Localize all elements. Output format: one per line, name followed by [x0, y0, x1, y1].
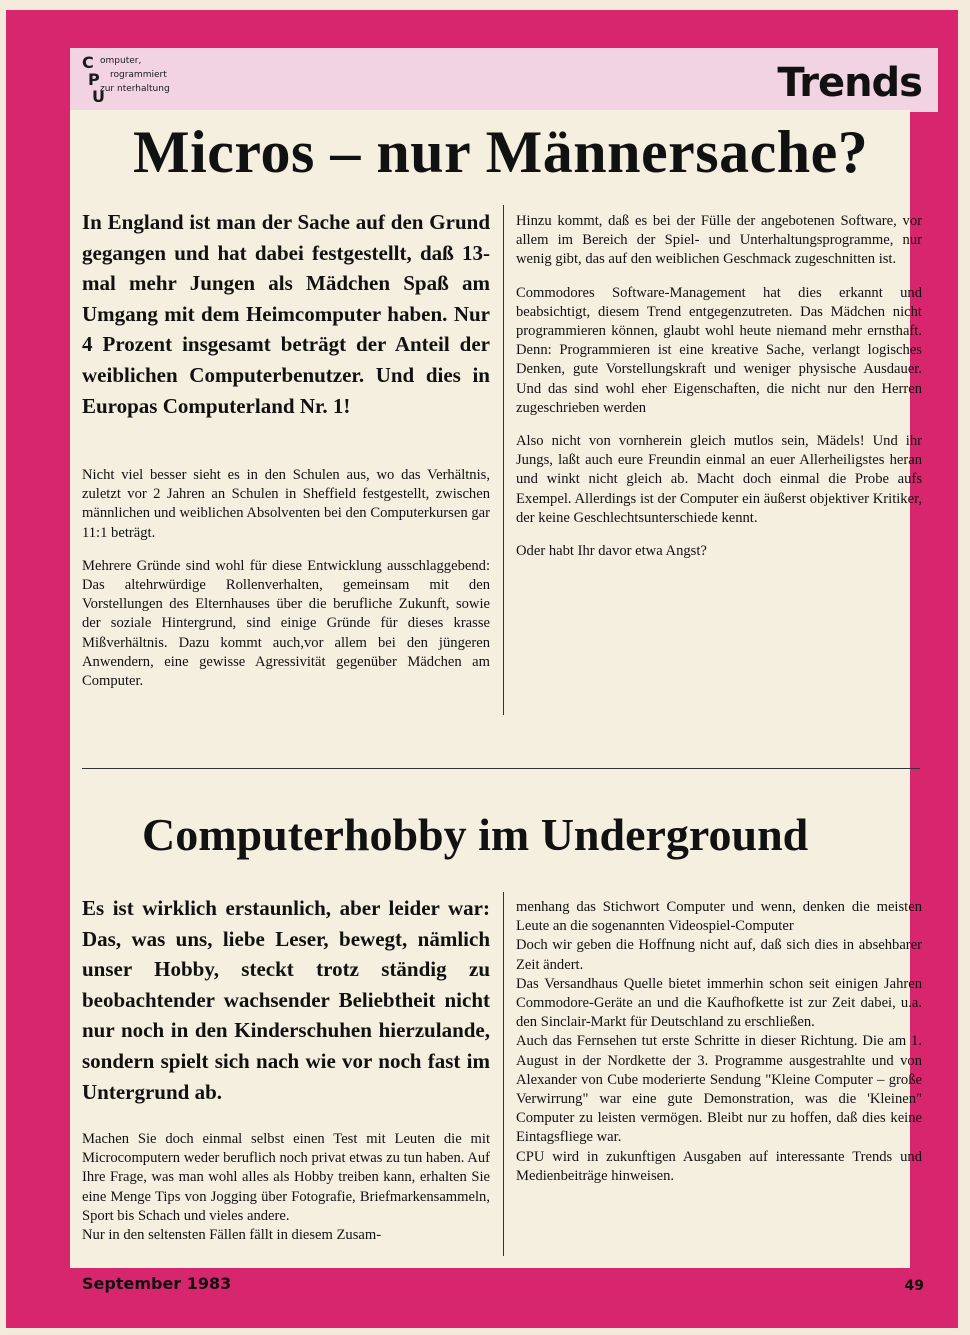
issue-date: September 1983: [82, 1274, 232, 1293]
article1-right-column: [516, 212, 922, 575]
article1-right-paragraph: Commodores Software-Management hat dies erkannt und beabsichtigt, diesem Trend entgegenzutreten. Das Mädchen nicht programmieren können, glaubt wohl heute niemand mehr ernsthaft. Denn: Programmieren ist eine kreative Sache, verlangt logisches Denken, gute Vorstellungskraft und weniger physische Ausdauer. Und das sind wohl eher Eigenschaften, die nicht nur den Herren zugeschrieben werden: [516, 284, 922, 416]
page-number: 49: [904, 1278, 924, 1294]
article2-right-paragraph: menhang das Stichwort Computer und wenn, denken die meisten Leute an die sogenannten Videospiel-Computer: [516, 899, 922, 935]
article2-right-column: [516, 898, 922, 1186]
article2-right-paragraph: Doch wir geben die Hoffnung nicht auf, daß sich dies in absehbarer Zeit ändert.: [516, 937, 922, 973]
article2-right-paragraph: CPU wird in zukunftigen Ausgaben auf interessante Trends und Medienbeiträge hinweisen.: [516, 1148, 922, 1184]
article1-left-paragraph: Nicht viel besser sieht es in den Schulen aus, wo das Verhältnis, zuletzt vor 2 Jahren an Schulen in Sheffield festgestellt, zwischen männlichen und weiblichen Absolventen bei den Computerkursen gar 11:1 beträgt.: [82, 467, 490, 541]
article1-lead: [82, 207, 490, 435]
article2-left-column: [82, 1130, 490, 1259]
logo-letter-c: C: [82, 53, 94, 72]
article-separator: [82, 768, 920, 769]
logo-word-2: rogrammiert: [110, 70, 167, 80]
section-label: Trends: [777, 60, 922, 106]
logo-letter-u: U: [92, 87, 105, 106]
logo-word-1: omputer,: [100, 56, 142, 66]
article1-lead-text: In England ist man der Sache auf den Grund gegangen und hat dabei festgestellt, daß 13-mal mehr Jungen als Mädchen Spaß am Umgang mit dem Heimcomputer haben. Nur 4 Prozent insgesamt beträgt der Anteil der weiblichen Computerbenutzer. Und dies in Europas Computerland Nr. 1!: [82, 210, 490, 418]
article2-title: Computerhobby im Underground: [142, 809, 809, 860]
article2-right-paragraph: Auch das Fernsehen tut erste Schritte in dieser Richtung. Die am 1. August in der Nordkette der 3. Programme ausgestrahlte und von Alexander von Cube moderierte Sendung "Kleine Computer – große Verwirrung" war eine gute Demonstration, was die 'Kleinen" Computer zu leisten vermögen. Bleibt nur zu hoffen, daß dies keine Eintagsfliege war.: [516, 1033, 922, 1146]
article1-right-paragraph: Hinzu kommt, daß es bei der Fülle der angebotenen Software, vor allem im Bereich der Spiel- und Unterhaltungsprogramme, nur wenig gibt, das auf den weiblichen Geschmack zugeschnitten ist.: [516, 213, 922, 268]
cpu-logo: [82, 54, 212, 108]
article2-right-paragraph: Das Versandhaus Quelle bietet immerhin schon seit einigen Jahren Commodore-Geräte an und die Kaufhofkette ist zur Zeit dabei, u.a. den Sinclair-Markt für Deutschland zu erschließen.: [516, 975, 922, 1031]
article2-left-paragraph: Machen Sie doch einmal selbst einen Test mit Leuten die mit Microcomputern weder beruflich noch privat etwas zu tun haben. Auf Ihre Frage, was man wohl alles als Hobby treiben kann, erhalten Sie eine Menge Tips von Jogging über Fotografie, Briefmarkensammeln, Sport bis Schach und vieles andere.: [82, 1131, 490, 1224]
article1-right-paragraph: Also nicht von vornherein gleich mutlos sein, Mädels! Und ihr Jungs, laßt auch eure Freundin einmal an euer Allerheiligstes heran und winkt nicht gleich ab. Macht doch einmal die Probe aufs Exempel. Allerdings ist der Computer ein äußerst objektiver Kritiker, der keine Geschlechtsunterschiede kennt.: [516, 433, 922, 526]
logo-word-3: zur nterhaltung: [100, 84, 170, 94]
article1-right-paragraph: Oder habt Ihr davor etwa Angst?: [516, 543, 707, 560]
article2-lead-text: Es ist wirklich erstaunlich, aber leider war: Das, was uns, liebe Leser, bewegt, nämlich unser Hobby, steckt trotz ständig zu beobachtender wachsender Beliebtheit nicht nur noch in den Kinderschuhen hierzulande, sondern spielt sich nach wie vor noch fast im Untergrund ab.: [82, 896, 490, 1104]
article1-left-column: [82, 466, 490, 705]
logo-letter-p: P: [88, 70, 100, 89]
article1-left-paragraph: Mehrere Gründe sind wohl für diese Entwicklung ausschlaggebend: Das altehrwürdige Rollenverhalten, gemeinsam mit den Vorstellungen des Elternhauses über die berufliche Zukunft, sowie der soziale Hintergrund, sind einige Gründe für dieses krasse Mißverhältnis. Dazu kommt auch,vor allem bei den jüngeren Anwendern, eine gewisse Agressivität gegenüber Mädchen am Computer.: [82, 557, 490, 690]
column-divider: [503, 205, 504, 715]
column-divider: [503, 892, 504, 1256]
article1-title: Micros – nur Männersache?: [133, 119, 869, 185]
article2-lead: [82, 893, 490, 1121]
logo-words: [100, 54, 170, 96]
article2-left-paragraph: Nur in den seltensten Fällen fällt in diesem Zusam-: [82, 1227, 382, 1244]
